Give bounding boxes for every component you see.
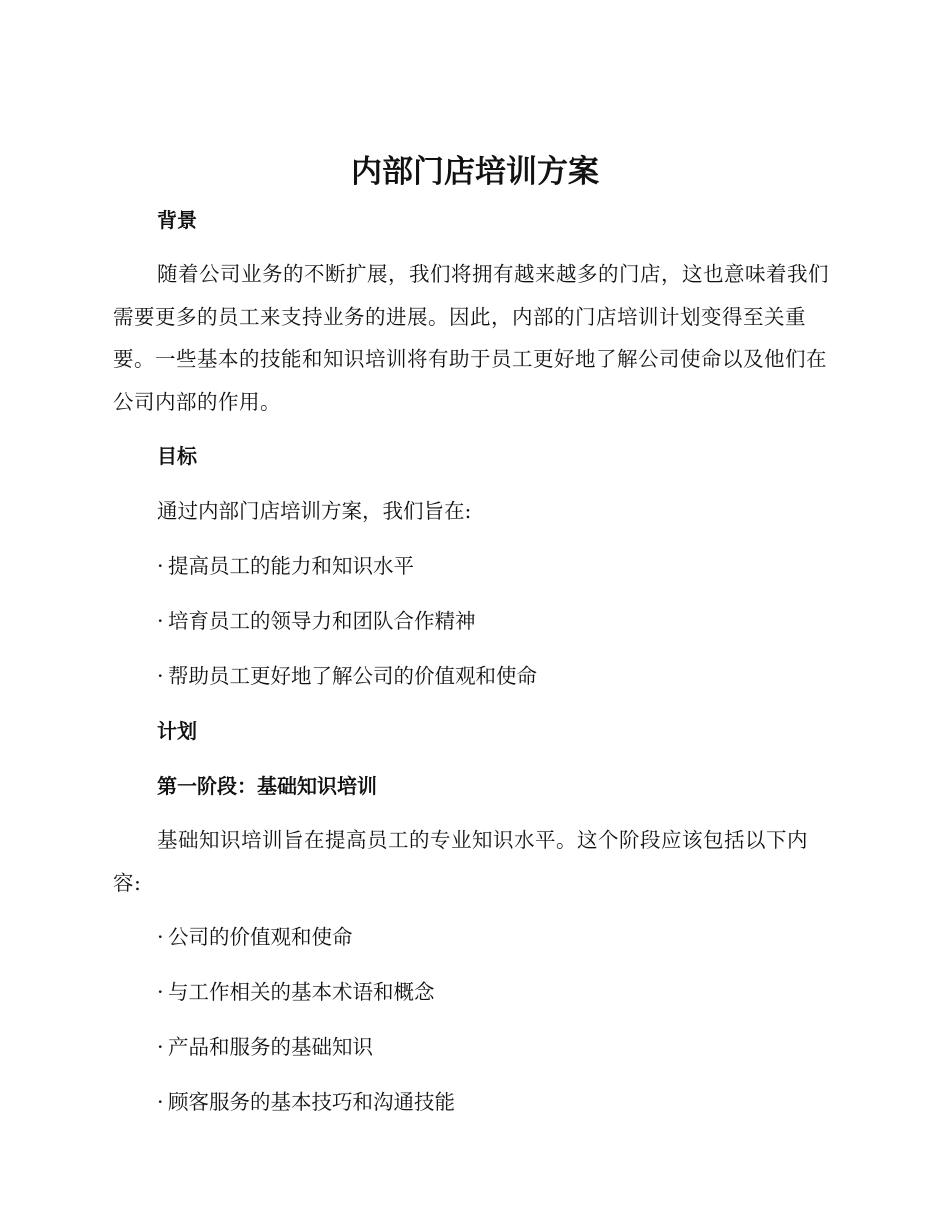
- bullet-icon: ·: [157, 1035, 164, 1059]
- list-item: [157, 1087, 455, 1117]
- bullet-icon: ·: [157, 609, 164, 633]
- bullet-icon: ·: [157, 664, 164, 688]
- list-item: [157, 922, 353, 952]
- list-item: [157, 977, 435, 1007]
- list-item: [157, 1032, 373, 1062]
- list-item-text: 帮助员工更好地了解公司的价值观和使命: [168, 664, 537, 688]
- section-heading-goals: 目标: [157, 444, 197, 468]
- bullet-icon: ·: [157, 925, 164, 949]
- list-item: [157, 661, 537, 691]
- list-item-text: 公司的价值观和使命: [168, 925, 353, 949]
- list-item-text: 提高员工的能力和知识水平: [168, 554, 414, 578]
- bullet-icon: ·: [157, 980, 164, 1004]
- list-item-text: 培育员工的领导力和团队合作精神: [168, 609, 476, 633]
- document-title: 内部门店培训方案: [351, 154, 599, 190]
- list-item-text: 产品和服务的基础知识: [168, 1035, 373, 1059]
- goals-intro: 通过内部门店培训方案，我们旨在:: [157, 499, 472, 523]
- list-item-text: 与工作相关的基本术语和概念: [168, 980, 435, 1004]
- section-heading-plan: 计划: [157, 719, 197, 743]
- phase1-paragraph: 基础知识培训旨在提高员工的专业知识水平。这个阶段应该包括以下内容:: [113, 828, 808, 895]
- bullet-icon: ·: [157, 1090, 164, 1114]
- list-item-text: 顾客服务的基本技巧和沟通技能: [168, 1090, 455, 1114]
- bullet-icon: ·: [157, 554, 164, 578]
- background-paragraph: 随着公司业务的不断扩展，我们将拥有越来越多的门店，这也意味着我们需要更多的员工来支持业务的进展。因此，内部的门店培训计划变得至关重要。一些基本的技能和知识培训将有助于员工更好地了解公司使命以及他们在公司内部的作用。: [113, 262, 829, 414]
- subsection-heading-phase1: 第一阶段：基础知识培训: [157, 774, 377, 798]
- section-heading-background: 背景: [157, 208, 197, 232]
- list-item: [157, 551, 414, 581]
- list-item: [157, 606, 476, 636]
